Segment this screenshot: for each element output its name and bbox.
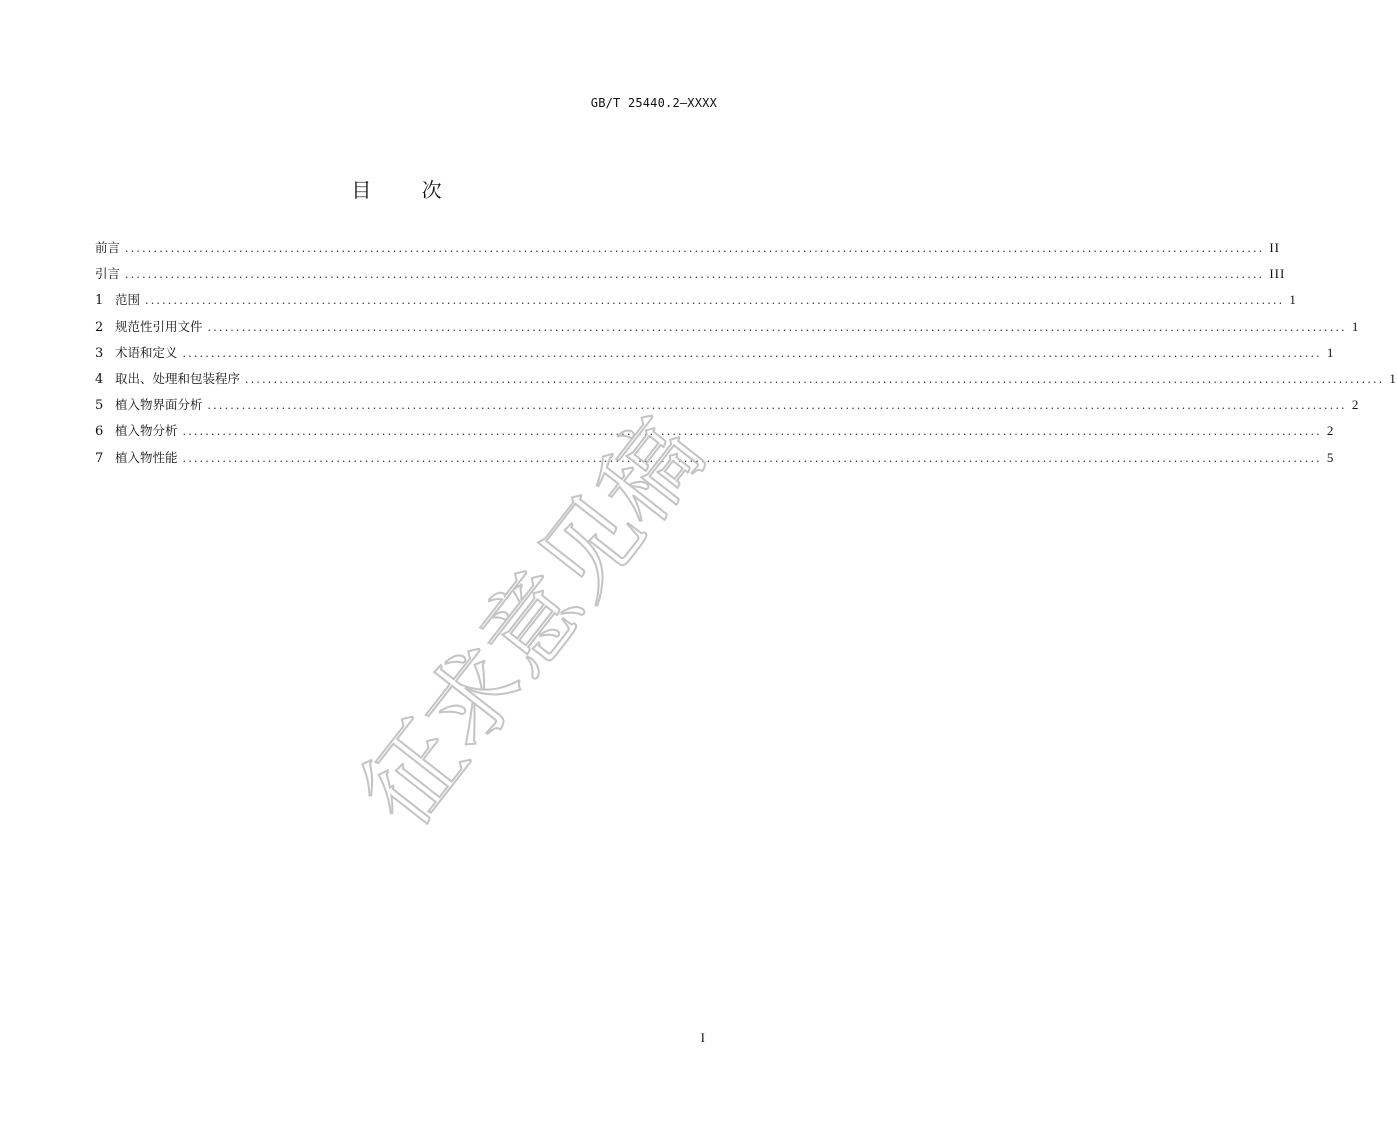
toc-leader-dots [125,239,1264,259]
watermark-text: 征求意见稿 [340,399,725,847]
toc-entry-page: II [1269,240,1281,255]
toc-entry-page: 1 [1326,344,1335,360]
toc-entry-number: 7 [95,450,104,466]
toc-entry-introduction[interactable] [95,264,1286,290]
toc-entry-label: 范围 [115,292,141,308]
toc-leader-dots [183,449,1322,469]
toc-leader-dots [208,318,1347,338]
toc-leader-dots [245,370,1384,390]
toc-entry-number: 2 [95,319,104,335]
toc-entry-page: 1 [1351,318,1360,334]
toc-entry-retrieval-procedures[interactable] [95,369,1397,395]
toc-entry-label: 前言 [95,240,121,255]
toc-leader-dots [125,265,1264,285]
toc-entry-normative-references[interactable] [95,317,1360,343]
toc-entry-number: 3 [95,345,104,361]
toc-leader-dots [145,291,1284,311]
toc-entry-page: III [1269,266,1286,282]
toc-entry-number: 6 [95,424,104,440]
toc-entry-number: 5 [95,398,104,414]
table-of-contents [95,238,1397,474]
toc-entry-page: 5 [1326,449,1335,465]
toc-entry-page: 1 [1289,292,1297,308]
toc-entry-scope[interactable] [95,290,1297,316]
toc-entry-label: 取出、处理和包装程序 [115,370,241,386]
toc-entry-implant-analysis[interactable] [95,421,1335,447]
standard-code: GB/T 25440.2—XXXX [590,96,717,110]
page-number: I [700,1030,705,1045]
toc-entry-page: 2 [1326,423,1335,439]
toc-entry-label: 规范性引用文件 [115,318,203,334]
toc-entry-number: 1 [95,293,104,309]
toc-entry-number: 4 [95,371,104,387]
toc-entry-label: 术语和定义 [115,344,178,360]
toc-entry-label: 植入物性能 [115,449,178,465]
toc-entry-label: 植入物界面分析 [115,397,203,413]
toc-entry-implant-interface-analysis[interactable] [95,395,1360,421]
toc-entry-foreword[interactable] [95,238,1281,264]
toc-title: 目 次 [351,178,464,202]
toc-leader-dots [183,422,1322,442]
toc-entry-label: 引言 [95,266,121,282]
toc-entry-page: 1 [1389,370,1397,386]
toc-leader-dots [183,344,1322,364]
toc-entry-terms-definitions[interactable] [95,343,1335,369]
toc-entry-label: 植入物分析 [115,423,178,439]
toc-entry-page: 2 [1351,397,1360,413]
toc-entry-implant-performance[interactable] [95,448,1335,474]
toc-leader-dots [208,396,1347,416]
